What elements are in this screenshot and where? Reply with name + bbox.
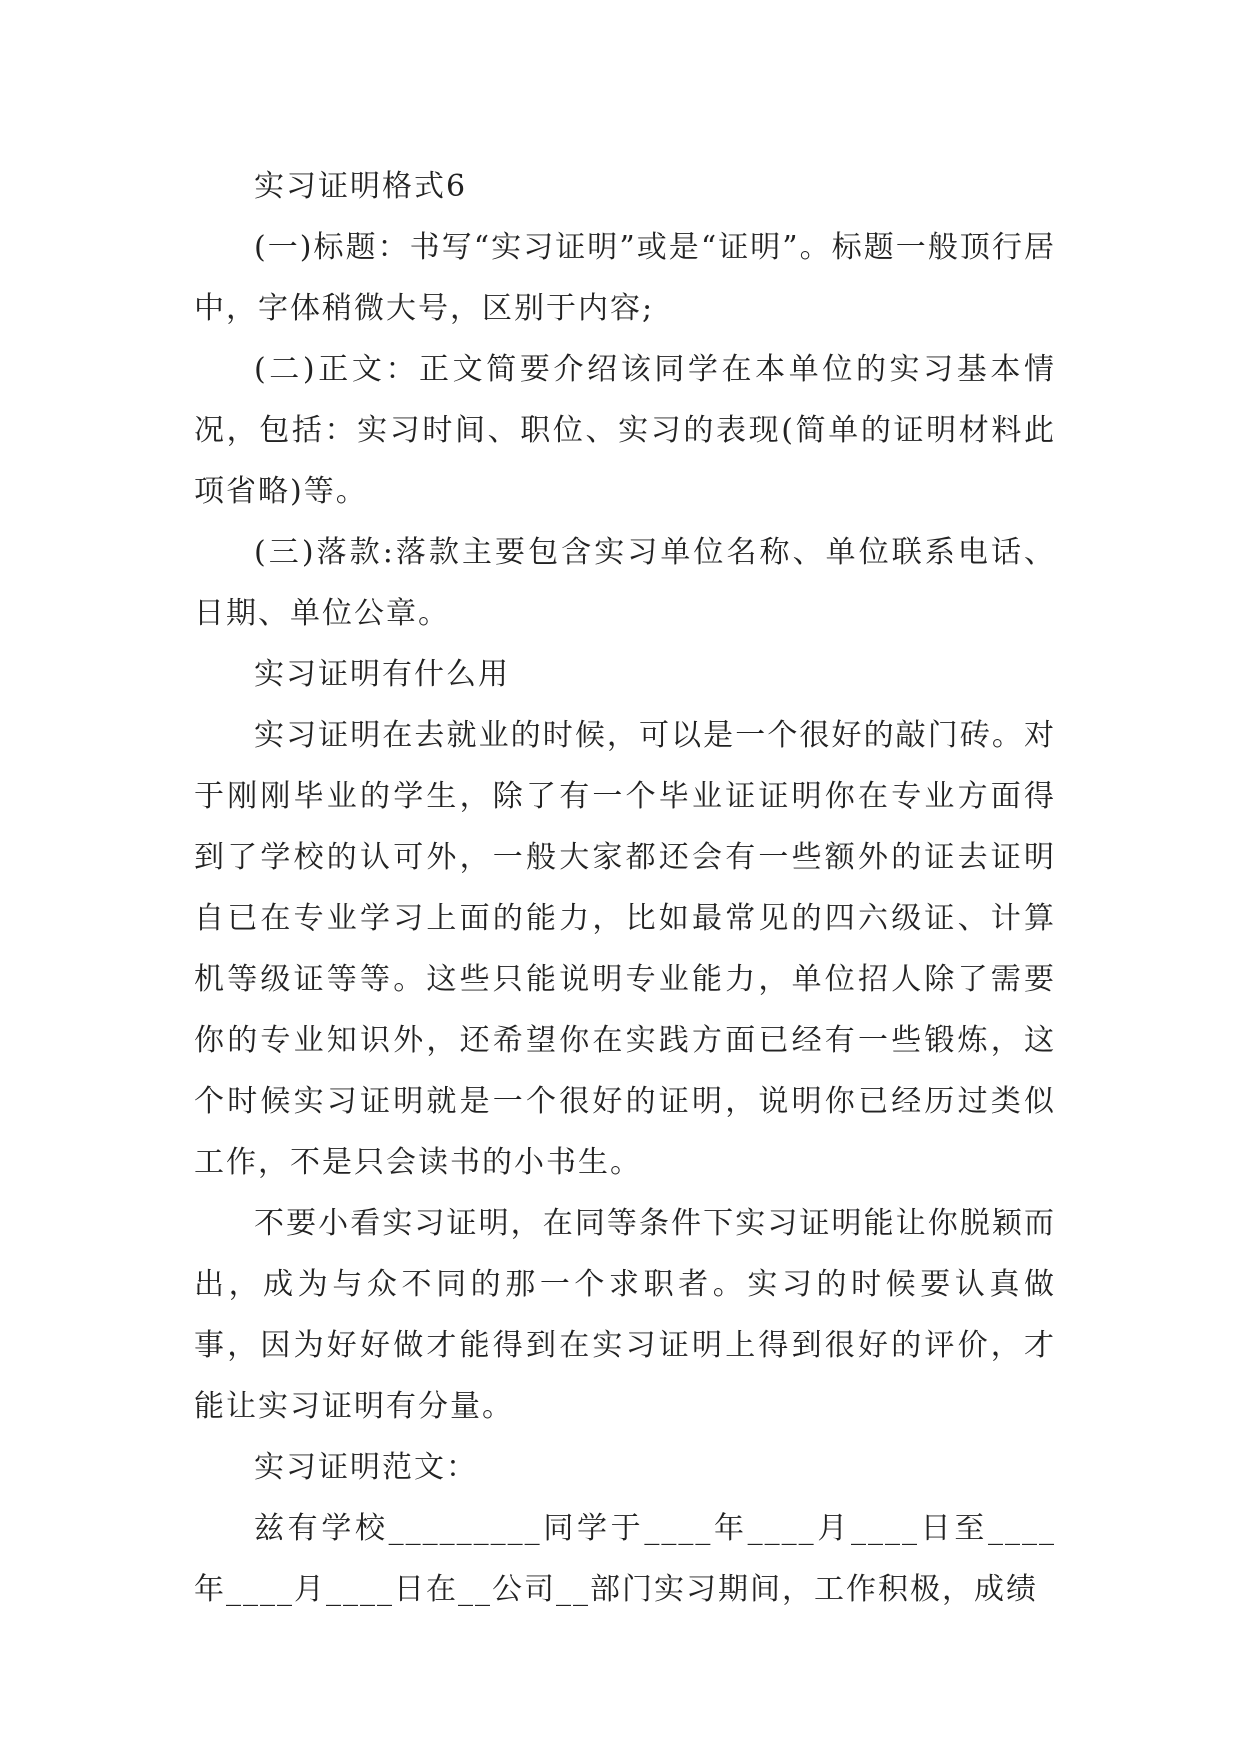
section-title-usage: 实习证明有什么用 <box>254 657 510 692</box>
section-title-sample: 实习证明范文： <box>254 1450 478 1485</box>
paragraph-title-rule: (一)标题：书写“实习证明”或是“证明”。标题一般顶行居中，字体稍微大号，区别于内容; <box>194 230 1056 326</box>
paragraph-sample-text: 兹有学校_________同学于____年____月____日至____年____月____日在__公司__部门实习期间，工作积极，成绩 <box>194 1511 1056 1607</box>
document-body <box>194 156 1056 1620</box>
paragraph-usage-1: 实习证明在去就业的时候，可以是一个很好的敲门砖。对于刚刚毕业的学生，除了有一个毕业证证明你在专业方面得到了学校的认可外，一般大家都还会有一些额外的证去证明自已在专业学习上面的能力，比如最常见的四六级证、计算机等级证等等。这些只能说明专业能力，单位招人除了需要你的专业知识外，还希望你在实践方面已经有一些锻炼，这个时候实习证明就是一个很好的证明，说明你已经历过类似工作，不是只会读书的小书生。 <box>194 718 1056 1180</box>
section-title-format: 实习证明格式6 <box>254 169 468 204</box>
paragraph-usage-2: 不要小看实习证明，在同等条件下实习证明能让你脱颖而出，成为与众不同的那一个求职者。实习的时候要认真做事，因为好好做才能得到在实习证明上得到很好的评价，才能让实习证明有分量。 <box>194 1206 1056 1424</box>
paragraph-signature-rule: (三)落款:落款主要包含实习单位名称、单位联系电话、日期、单位公章。 <box>194 535 1056 631</box>
paragraph-body-rule: (二)正文：正文简要介绍该同学在本单位的实习基本情况，包括：实习时间、职位、实习的表现(简单的证明材料此项省略)等。 <box>194 352 1056 509</box>
